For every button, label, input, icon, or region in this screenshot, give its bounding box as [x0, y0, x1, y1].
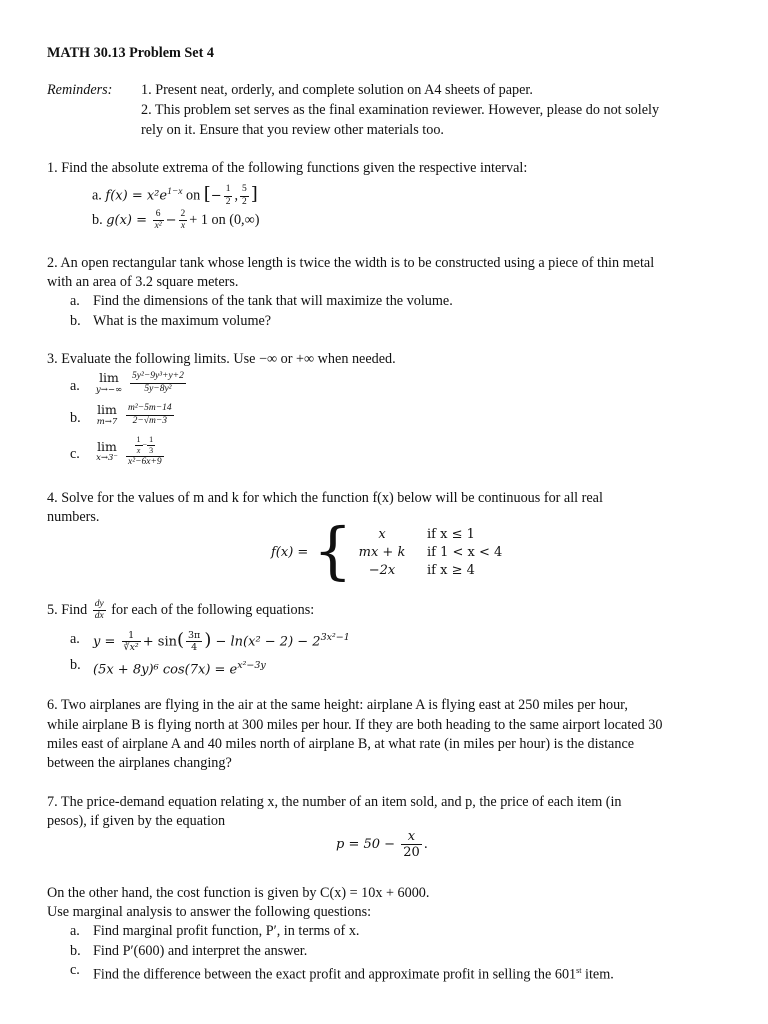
q5a-frac-num: 1	[122, 631, 141, 643]
q5b-lhs: (5x + 8y)⁶ cos(7x) = e	[93, 662, 238, 678]
q7-line-3: On the other hand, the cost function is given by C(x) = 10x + 6000.	[47, 885, 430, 901]
q3a-sub: y→−∞	[95, 384, 123, 395]
q5b-exp: x²−3y	[237, 660, 266, 671]
q7-eq-end: .	[423, 837, 428, 852]
q6-line-3: miles east of airplane A and 40 miles north of airplane B, at what rate (in miles per hour) is the distance	[47, 736, 635, 752]
q7-eq-lhs: p = 50 −	[336, 837, 396, 852]
q7c-text	[93, 961, 614, 985]
q5-part-b	[93, 656, 266, 679]
q4-piece-2-cond: if 1 < x < 4	[427, 545, 503, 560]
q3-part-c	[90, 436, 166, 468]
reminders-label: Reminders:	[47, 82, 113, 98]
q1a-frac2-den: 2	[242, 196, 247, 207]
q1b-frac1-num: 6	[153, 210, 164, 222]
q1a-function: f(x) = x²e	[105, 188, 168, 204]
q5a-rest: − ln(x² − 2) − 2	[215, 634, 321, 650]
q3a-label: a.	[70, 378, 80, 394]
q1b-minus: −	[165, 213, 177, 228]
q2a-text: Find the dimensions of the tank that will maximize the volume.	[93, 293, 453, 309]
q1a-frac1-num: 1	[224, 185, 233, 197]
q5a-frac-den: ∛x²	[123, 642, 139, 654]
q3a-lim: lim	[99, 370, 119, 385]
q4-text-1: 4. Solve for the values of m and k for which the function f(x) below will be continuous for all real	[47, 490, 603, 506]
q3c-d2: 3	[149, 446, 154, 455]
q3c-sub: x→3⁻	[96, 453, 118, 464]
q2-text-2: with an area of 3.2 square meters.	[47, 274, 239, 290]
q3-part-b	[90, 404, 176, 426]
q5a-y: y =	[93, 634, 116, 650]
q3b-num: m²−5m−14	[126, 404, 174, 416]
q3c-lim: lim	[97, 438, 117, 454]
q4-piece-3-expr: −2x	[368, 563, 396, 578]
q3c-den: x²−6x+9	[128, 457, 162, 467]
q5a-arg-num: 3π	[188, 629, 201, 641]
page-title: MATH 30.13 Problem Set 4	[47, 45, 214, 61]
q1a-frac1-den: 2	[225, 196, 231, 207]
q6-line-4: between the airplanes changing?	[47, 755, 232, 771]
q7b-label: b.	[70, 943, 81, 959]
q3c-label: c.	[70, 446, 80, 462]
q7c-label: c.	[70, 962, 80, 978]
q7c-text-pre: Find the difference between the exact profit and approximate profit in selling the 601	[93, 966, 577, 983]
q3b-label: b.	[70, 410, 81, 426]
q3b-sub: m→7	[96, 416, 118, 427]
q1a-exponent: 1−x	[167, 187, 183, 197]
q6-line-2: while airplane B is flying north at 300 miles per hour. If they are both heading to the same airport located 30	[47, 717, 663, 733]
q3b-lim: lim	[97, 402, 117, 417]
q4-piece-3-cond: if x ≥ 4	[427, 563, 475, 578]
q7-eq-num: x	[401, 830, 422, 845]
q1-text: 1. Find the absolute extrema of the following functions given the respective interval:	[47, 160, 528, 176]
q2b-text: What is the maximum volume?	[93, 313, 272, 329]
q1b-label: b.	[92, 212, 103, 228]
reminder-2-cont: rely on it. Ensure that you review other materials too.	[141, 122, 444, 138]
q5-text	[47, 598, 314, 622]
q7c-text-post: item.	[581, 966, 614, 983]
q5a-label: a.	[70, 631, 80, 647]
q7-line-2: pesos), if given by the equation	[47, 813, 226, 829]
q4-piecewise	[337, 526, 507, 580]
q1b-frac2-num: 2	[179, 210, 188, 222]
q7-line-4: Use marginal analysis to answer the following questions:	[47, 904, 372, 920]
reminder-2: 2. This problem set serves as the final examination reviewer. However, please do not solely	[141, 102, 660, 118]
q3c-minus: −	[142, 440, 148, 450]
q4-piece-1-cond: if x ≤ 1	[427, 527, 475, 542]
q1b-frac2-den: x	[180, 221, 186, 232]
q5-part-a: y = $\frac{1}{\text{∛x²}}$ + sin( $\frac{3\pi}{4}$ ) − $\ln(x^2 - 2) - 2^{3x^2-1}$	[93, 629, 350, 654]
q2b-label: b.	[70, 313, 81, 329]
q5b-label: b.	[70, 657, 81, 673]
q4-brace: {	[313, 514, 353, 587]
q1b-function: g(x) =	[106, 213, 148, 228]
q4-piece-2-expr: mx + k	[358, 545, 406, 560]
q7-equation	[336, 830, 428, 860]
q7a-label: a.	[70, 923, 80, 939]
q1a-minus: −	[210, 188, 222, 204]
q1a-on: on	[186, 187, 201, 204]
q1-part-a: a. $f(x) = x^2e^{1-x}$ on [− $\frac{1}{2}$ , $\frac{5}{2}$ ]	[92, 183, 258, 207]
q6-line-1: 6. Two airplanes are flying in the air at the same height: airplane A is flying east at 250 miles per hour,	[47, 697, 628, 713]
q3a-num: 5y²−9y³+y+2	[130, 372, 186, 384]
q3b-den: 2−√m−3	[132, 415, 168, 426]
q5-suffix: for each of the following equations:	[111, 602, 315, 618]
q1-part-b	[92, 207, 259, 234]
reminder-1: 1. Present neat, orderly, and complete solution on A4 sheets of paper.	[141, 82, 533, 98]
q3-text: 3. Evaluate the following limits. Use −∞ or +∞ when needed.	[47, 351, 396, 367]
q3a-den: 5y−8y²	[144, 383, 172, 394]
q2-text-1: 2. An open rectangular tank whose length is twice the width is to be constructed using a piece of thin metal	[47, 255, 655, 271]
q3c-n2: 1	[149, 435, 154, 444]
q4-lhs: f(x) =	[271, 545, 309, 560]
q7c-sup: st	[576, 966, 582, 975]
q1a-frac2-num: 5	[240, 185, 249, 197]
q1a-label: a.	[92, 187, 102, 204]
q3c-n1: 1	[136, 435, 141, 444]
q1b-frac1-den: x²	[154, 221, 162, 232]
q5-dx: dx	[94, 611, 104, 622]
q5a-arg-den: 4	[191, 642, 198, 654]
q7-line-1: 7. The price-demand equation relating x, the number of an item sold, and p, the price of each item (in	[47, 794, 622, 810]
q7-eq-den: 20	[403, 845, 420, 860]
q4-piece-1-expr: x	[378, 527, 386, 542]
q2a-label: a.	[70, 293, 80, 309]
q5-dy: dy	[93, 600, 106, 612]
q3-part-a	[90, 372, 188, 394]
q5-prefix: 5. Find	[47, 602, 88, 618]
q5a-exp: 3x²−1	[320, 632, 350, 643]
q4-text-2: numbers.	[47, 509, 100, 525]
q7a-text: Find marginal profit function, P′, in terms of x.	[93, 923, 360, 939]
q1b-rest: + 1 on (0,∞)	[189, 212, 260, 228]
q3c-d1: x	[136, 446, 141, 455]
q5a-sin: + sin	[142, 634, 177, 650]
q7b-text: Find P′(600) and interpret the answer.	[93, 943, 308, 959]
